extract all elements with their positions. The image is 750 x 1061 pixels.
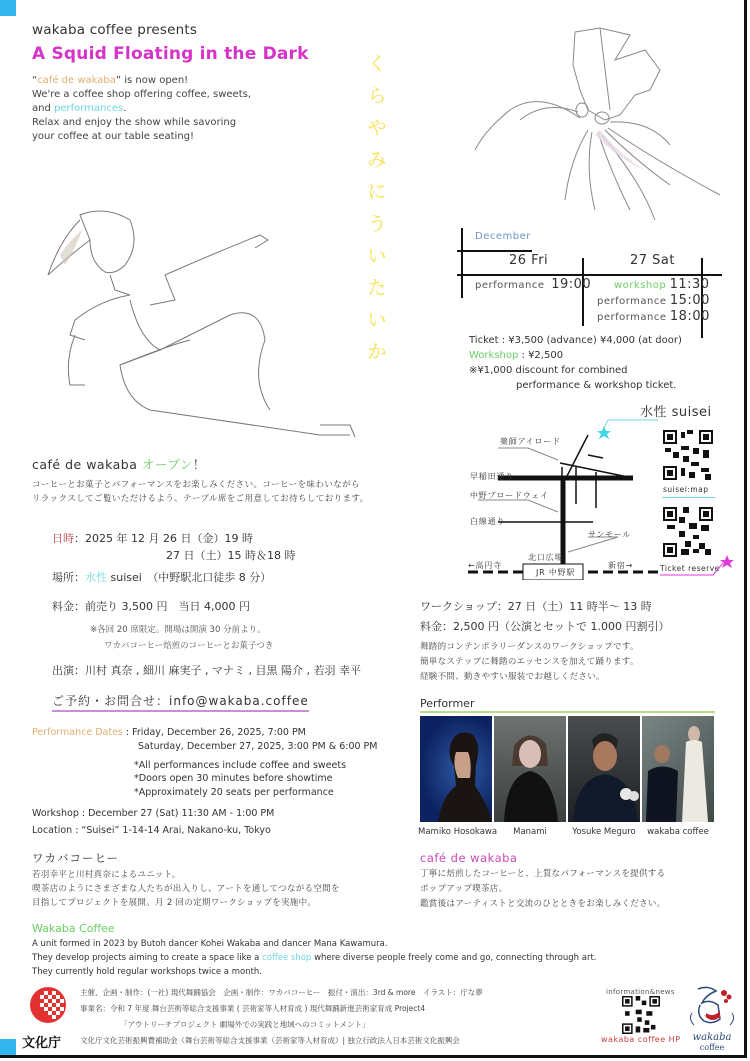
wakaba-en-text xyxy=(32,937,597,979)
cast-list: 出演：川村 真奈 , 細川 麻実子 , マナミ , 目黒 陽介 , 若羽 幸平 xyxy=(52,664,361,677)
workshop-price: : ¥2,500 xyxy=(518,350,564,361)
suisei-map-qr-icon[interactable] xyxy=(663,430,713,480)
wakaba-jp-line: 目指してプロジェクトを展開。月 2 回の定期ワークショップを実施中。 xyxy=(32,898,317,908)
wakaba-jp-line: 若羽幸平と川村真奈によるユニット。 xyxy=(32,870,181,880)
map-label: 薬師アイロード xyxy=(500,437,561,446)
qr-label: Ticket reserve xyxy=(660,564,720,573)
intro-text xyxy=(32,74,251,144)
wakaba-en-line: They develop projects aiming to create a space like a xyxy=(32,953,263,963)
vertical-char: い xyxy=(367,245,387,267)
intro-line3-head: and xyxy=(32,103,54,114)
wakaba-en-line: where diverse people freely come and go, connecting through art. xyxy=(311,953,597,963)
performer-photo-wakaba xyxy=(642,716,714,822)
performer-photo-yosuke xyxy=(568,716,640,822)
event-time: 15:00 xyxy=(669,293,710,308)
squid-illustration xyxy=(470,10,740,225)
performances-highlight: performances xyxy=(54,103,124,114)
vertical-char: か xyxy=(367,341,387,363)
fee: 料金：前売り 3,500 円 当日 4,000 円 xyxy=(52,600,250,613)
ticket-star-icon xyxy=(655,553,735,578)
workshop-desc-line: 舞踏的コンテンポラリーダンスのワークショップです。 xyxy=(420,642,639,652)
wakaba-hp-label: wakaba coffee HP xyxy=(601,1035,681,1044)
logo-text: coffee xyxy=(699,1043,725,1052)
wakaba-en-heading: Wakaba Coffee xyxy=(32,922,115,935)
event-time: 19:00 xyxy=(551,277,592,292)
ticket-reserve-qr-icon[interactable] xyxy=(663,507,713,557)
coffee-note: ワカバコーヒー焙煎のコーヒーとお菓子つき xyxy=(104,641,274,651)
map-label: 北口広場 xyxy=(528,553,564,562)
intro-line4: Relax and enjoy the show while savoring xyxy=(32,117,237,128)
cafe-name: café de wakaba xyxy=(37,75,116,86)
event-type: performance xyxy=(597,296,667,307)
vertical-char: や xyxy=(367,117,387,139)
station-label: JR 中野駅 xyxy=(536,568,576,577)
note: *All performances include coffee and sweets xyxy=(134,760,347,771)
intro-line3-tail: . xyxy=(123,103,127,114)
vertical-char: に xyxy=(367,181,387,203)
table-line xyxy=(582,258,584,326)
map-label: サンモール xyxy=(588,530,632,539)
intro-line1-tail: ” is now open! xyxy=(115,75,189,86)
wakaba-hp-qr-icon[interactable] xyxy=(622,996,660,1034)
workshop-description xyxy=(420,640,639,685)
date-value-2: 27 日（土）15 時＆18 時 xyxy=(166,549,296,562)
map-label: 白線通り xyxy=(470,517,506,526)
qr-underline xyxy=(662,497,715,498)
bunkacho-logo xyxy=(22,985,77,1051)
day1-header: 26 Fri xyxy=(509,253,549,268)
note: *Approximately 20 seats per performance xyxy=(134,787,334,798)
frame-border-right xyxy=(744,0,747,1058)
cafe-line: 丁寧に焙煎したコーヒーと、上質なパフォーマンスを提供する xyxy=(420,869,666,879)
venue-highlight: 水性 xyxy=(85,571,107,584)
vertical-char: う xyxy=(367,213,387,235)
jp-intro-line: コーヒーとお菓子とパフォーマンスをお楽しみください。コーヒーを味わいながら xyxy=(32,480,360,490)
heading-text: café de wakaba xyxy=(32,457,142,472)
seat-note: ※各回 20 席限定。開場は開演 30 分前より。 xyxy=(90,625,266,635)
event-time: 11:30 xyxy=(669,277,710,292)
event-time: 18:00 xyxy=(669,309,710,324)
dancer-illustration xyxy=(20,200,360,440)
cafe-description xyxy=(420,867,665,912)
performer-name: Manami xyxy=(513,827,547,837)
table-line xyxy=(457,250,532,252)
wakaba-coffee-logo xyxy=(684,985,740,1052)
frame-border-bottom xyxy=(0,1055,747,1058)
vertical-char: く xyxy=(367,53,387,75)
jp-intro-line: リラックスしてご覧いただけるよう、テーブル席をご用意してお待ちしております。 xyxy=(32,494,369,504)
vertical-char: み xyxy=(367,149,387,171)
open-highlight: オープン xyxy=(141,457,193,472)
map-label: 新宿→ xyxy=(608,561,634,570)
wakaba-en-line: A unit formed in 2023 by Butoh dancer Kohei Wakaba and dancer Mana Kawamura. xyxy=(32,939,388,949)
map-label: 早稲田通り xyxy=(470,472,514,481)
note: *Doors open 30 minutes before showtime xyxy=(134,773,333,784)
quote: “ xyxy=(32,75,38,86)
workshop-date: Workshop : December 27 (Sat) 11:30 AM - 1:00 PM xyxy=(32,808,275,819)
credit-line: 主催、企画・制作：(一社) 現代舞踊協会 企画・制作：ワカバコーヒー 振付・演出：3rd & more イラスト：庁な夢 xyxy=(80,988,483,997)
wakaba-jp-text xyxy=(32,868,340,910)
performer-photo-manami xyxy=(494,716,566,822)
schedule-row xyxy=(597,309,710,324)
jp-intro-text xyxy=(32,478,369,506)
credit-line: 文化庁文化芸術振興費補助金（舞台芸術等総合支援事業（芸術家等人材育成）| 独立行政法人日本芸術文化振興会 xyxy=(80,1036,460,1045)
intro-line5: your coffee at our table seating! xyxy=(32,131,195,142)
event-type: performance xyxy=(475,280,545,291)
intro-line2: We're a coffee shop offering coffee, sweets, xyxy=(32,89,251,100)
credit-line: 事業名：令和 7 年度 舞台芸術等総合支援事業 ( 芸術家等人材育成 ) 現代舞踊新進芸術家育成 Project4 xyxy=(80,1004,426,1013)
schedule-row xyxy=(614,277,710,292)
vertical-char: た xyxy=(367,277,387,299)
workshop-desc-line: 簡単なステップに舞踏のエッセンスを加えて踊ります。 xyxy=(420,657,639,667)
cafe-line: 鑑賞後はアーティストと交流のひとときをお楽しみください。 xyxy=(420,899,666,909)
perf-date-1: : Friday, December 26, 2025, 7:00 PM xyxy=(122,727,306,738)
workshop-label: Workshop xyxy=(469,350,519,361)
schedule-row xyxy=(475,277,591,292)
event-type: performance xyxy=(597,312,667,323)
presents-line: wakaba coffee presents xyxy=(32,22,198,38)
cafe-open-heading xyxy=(32,455,206,473)
performer-photo-mamiko xyxy=(420,716,492,822)
wakaba-jp-heading: ワカバコーヒー xyxy=(32,851,120,865)
date-value: ：2025 年 12 月 26 日（金）19 時 xyxy=(74,532,253,545)
coffee-shop-highlight: coffee shop xyxy=(262,953,312,963)
cafe-heading: café de wakaba xyxy=(420,851,518,865)
station-box xyxy=(523,564,583,580)
event-type: workshop xyxy=(614,280,667,291)
place-value: suisei （中野駅北口徒歩 8 分） xyxy=(107,571,272,584)
workshop-time: ワークショップ：27 日（土）11 時半～ 13 時 xyxy=(420,600,652,613)
venue-star-icon xyxy=(597,426,611,439)
performer-name: Yosuke Meguro xyxy=(572,827,636,837)
credit-line: 「アウトリーチプロジェクト 劇場外での実践と地域へのコミットメント」 xyxy=(120,1020,370,1029)
bunkacho-text: 文化庁 xyxy=(22,1036,62,1051)
month-label: December xyxy=(475,231,531,242)
workshop-desc-line: 経験不問、動きやすい服装でお越しください。 xyxy=(420,672,605,682)
page-title: A Squid Floating in the Dark xyxy=(32,44,309,64)
wakaba-jp-line: 喫茶店のようにさまざまな人たちが出入りし、アートを通してつながる空間を xyxy=(32,884,340,894)
perf-dates-label: Performance Dates xyxy=(32,727,123,738)
vertical-char: い xyxy=(367,309,387,331)
date-label: 日時 xyxy=(52,532,74,545)
ticket-price: Ticket : ¥3,500 (advance) ¥4,000 (at door) xyxy=(469,335,682,346)
perf-date-2: Saturday, December 27, 2025, 3:00 PM & 6:00 PM xyxy=(138,741,378,752)
logo-text: wakaba xyxy=(692,1032,732,1043)
performer-name: wakaba coffee xyxy=(647,827,709,837)
ticket-info xyxy=(469,333,682,393)
day2-header: 27 Sat xyxy=(630,253,675,268)
performer-name: Mamiko Hosokawa xyxy=(418,827,498,837)
table-line xyxy=(457,274,722,276)
credits xyxy=(80,985,483,1049)
discount-note-2: performance & workshop ticket. xyxy=(516,380,677,391)
map-label: 中野ブロードウェイ xyxy=(470,491,549,500)
performer-heading: Performer xyxy=(420,697,715,713)
table-line xyxy=(461,228,463,298)
place-label: 場所： xyxy=(52,571,85,584)
contact-email-link[interactable]: ご予約・お問合せ：info@wakaba.coffee xyxy=(52,692,309,712)
cafe-line: ポップアップ喫茶店。 xyxy=(420,884,508,894)
wakaba-en-line: They currently hold regular workshops twice a month. xyxy=(32,967,262,977)
heading-mark: ！ xyxy=(192,457,206,472)
map-label: ←高円寺 xyxy=(468,561,502,570)
discount-note: ※¥1,000 discount for combined xyxy=(469,365,628,376)
workshop-jp xyxy=(420,597,669,637)
vertical-title xyxy=(367,48,387,368)
venue-title: 水性 suisei xyxy=(640,405,712,420)
qr-label: suisei:map xyxy=(663,485,709,494)
vertical-char: ら xyxy=(367,85,387,107)
access-map xyxy=(458,400,658,580)
info-news-label: information&news xyxy=(606,988,675,996)
corner-accent-top xyxy=(0,0,16,16)
schedule-row xyxy=(597,293,710,308)
location: Location : “Suisei” 1-14-14 Arai, Nakano-ku, Tokyo xyxy=(32,825,271,836)
workshop-fee: 料金：2,500 円（公演とセットで 1.000 円割引） xyxy=(420,620,670,633)
